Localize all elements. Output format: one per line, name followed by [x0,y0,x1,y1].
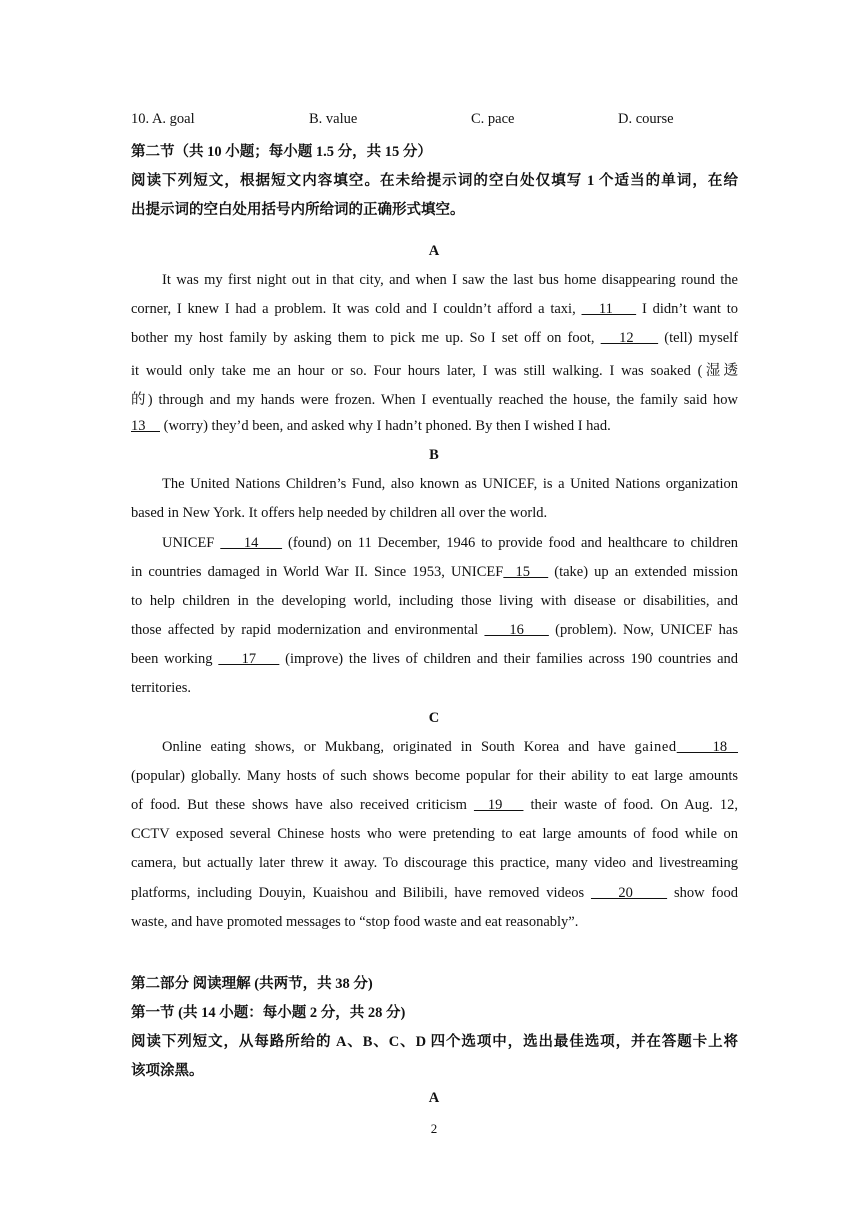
passage-c-line-2: (popular) globally. Many hosts of such shows become popular for their ability to eat large amounts [131,768,738,784]
passage-a-line-1: It was my first night out in that city, and when I saw the last bus home disappearing round the [162,272,738,288]
part-2-instruction-line-2: 该项涂黑。 [131,1063,204,1079]
passage-b-line-3: UNICEF 14 (found) on 11 December, 1946 to provide food and healthcare to children [162,535,739,551]
passage-b-line-4: in countries damaged in World War II. Since 1953, UNICEF 15 (take) up an extended mission [131,564,739,580]
passage-a-line-2: corner, I knew I had a problem. It was cold and I couldn’t afford a taxi, 11 I didn’t want to [131,301,739,317]
blank-14[interactable]: 14 [220,535,283,551]
section-2-instruction-line-2: 出提示词的空白处用括号内所给词的正确形式填空。 [131,202,465,218]
passage-c-line-7: waste, and have promoted messages to “stop food waste and eat reasonably”. [131,914,579,930]
passage-c-line-5: camera, but actually later threw it away. To discourage this practice, many video and livestreaming [131,855,738,871]
blank-17[interactable]: 17 [218,651,280,667]
section-2-heading: 第二节（共 10 小题；每小题 1.5 分，共 15 分） [131,144,432,160]
passage-a-label: A [428,243,440,259]
passage-a-line-6: 13 (worry) they’d been, and asked why I hadn’t phoned. By then I wished I had. [131,418,611,434]
passage-a-line-4: it would only take me an hour or so. Four hours later, I was still walking. I was soaked (湿透 [131,363,738,379]
passage-b-label: B [429,447,439,463]
question-10-options [131,111,751,131]
passage-b-line-7: been working 17 (improve) the lives of children and their families across 190 countries and [131,651,739,667]
passage-c-line-1: Online eating shows, or Mukbang, originated in South Korea and have gained 18 [162,739,739,755]
passage-a-line-5: 的) through and my hands were frozen. When I eventually reached the house, the family said how [131,392,738,408]
passage-b-line-2: based in New York. It offers help needed by children all over the world. [131,505,548,521]
passage-b-line-5: to help children in the developing world, including those living with disease or disabilities, and [131,593,738,609]
option-b: B. value [309,111,358,127]
blank-16[interactable]: 16 [484,622,549,638]
blank-18[interactable]: 18 [676,739,739,755]
passage-c-line-3: of food. But these shows have also received criticism 19 their waste of food. On Aug. 12, [131,797,739,813]
passage-c-label: C [428,710,440,726]
passage-a-line-3: bother my host family by asking them to pick me up. So I set off on foot, 12 (tell) myself [131,330,739,346]
passage-b-line-8: territories. [131,680,191,696]
passage-c-line-4: CCTV exposed several Chinese hosts who were pretending to eat large amounts of food while on [131,826,738,842]
blank-15[interactable]: 15 [503,564,549,580]
blank-13[interactable]: 13 [131,418,160,434]
blank-20[interactable]: 20 [590,885,668,901]
blank-19[interactable]: 19 [473,797,524,813]
page-number: 2 [430,1121,438,1136]
option-d: D. course [618,111,674,127]
blank-11[interactable]: 11 [581,301,637,317]
passage-c-line-6: platforms, including Douyin, Kuaishou and Bilibili, have removed videos 20 show food [131,885,739,901]
part-2-instruction-line-1: 阅读下列短文，从每路所给的 A、B、C、D 四个选项中，选出最佳选项，并在答题卡上将 [131,1034,738,1050]
option-c: C. pace [471,111,515,127]
passage-b-line-6: those affected by rapid modernization and environmental 16 (problem). Now, UNICEF has [131,622,739,638]
passage-b-line-1: The United Nations Children’s Fund, also known as UNICEF, is a United Nations organization [162,476,738,492]
section-2-instruction-line-1: 阅读下列短文，根据短文内容填空。在未给提示词的空白处仅填写 1 个适当的单词，在给 [131,173,738,189]
part-2-passage-a-label: A [428,1090,440,1106]
part-2-subheading: 第一节 (共 14 小题：每小题 2 分，共 28 分) [131,1005,406,1021]
blank-12[interactable]: 12 [600,330,659,346]
option-a: 10. A. goal [131,111,195,127]
part-2-heading: 第二部分 阅读理解 (共两节，共 38 分) [131,976,373,992]
